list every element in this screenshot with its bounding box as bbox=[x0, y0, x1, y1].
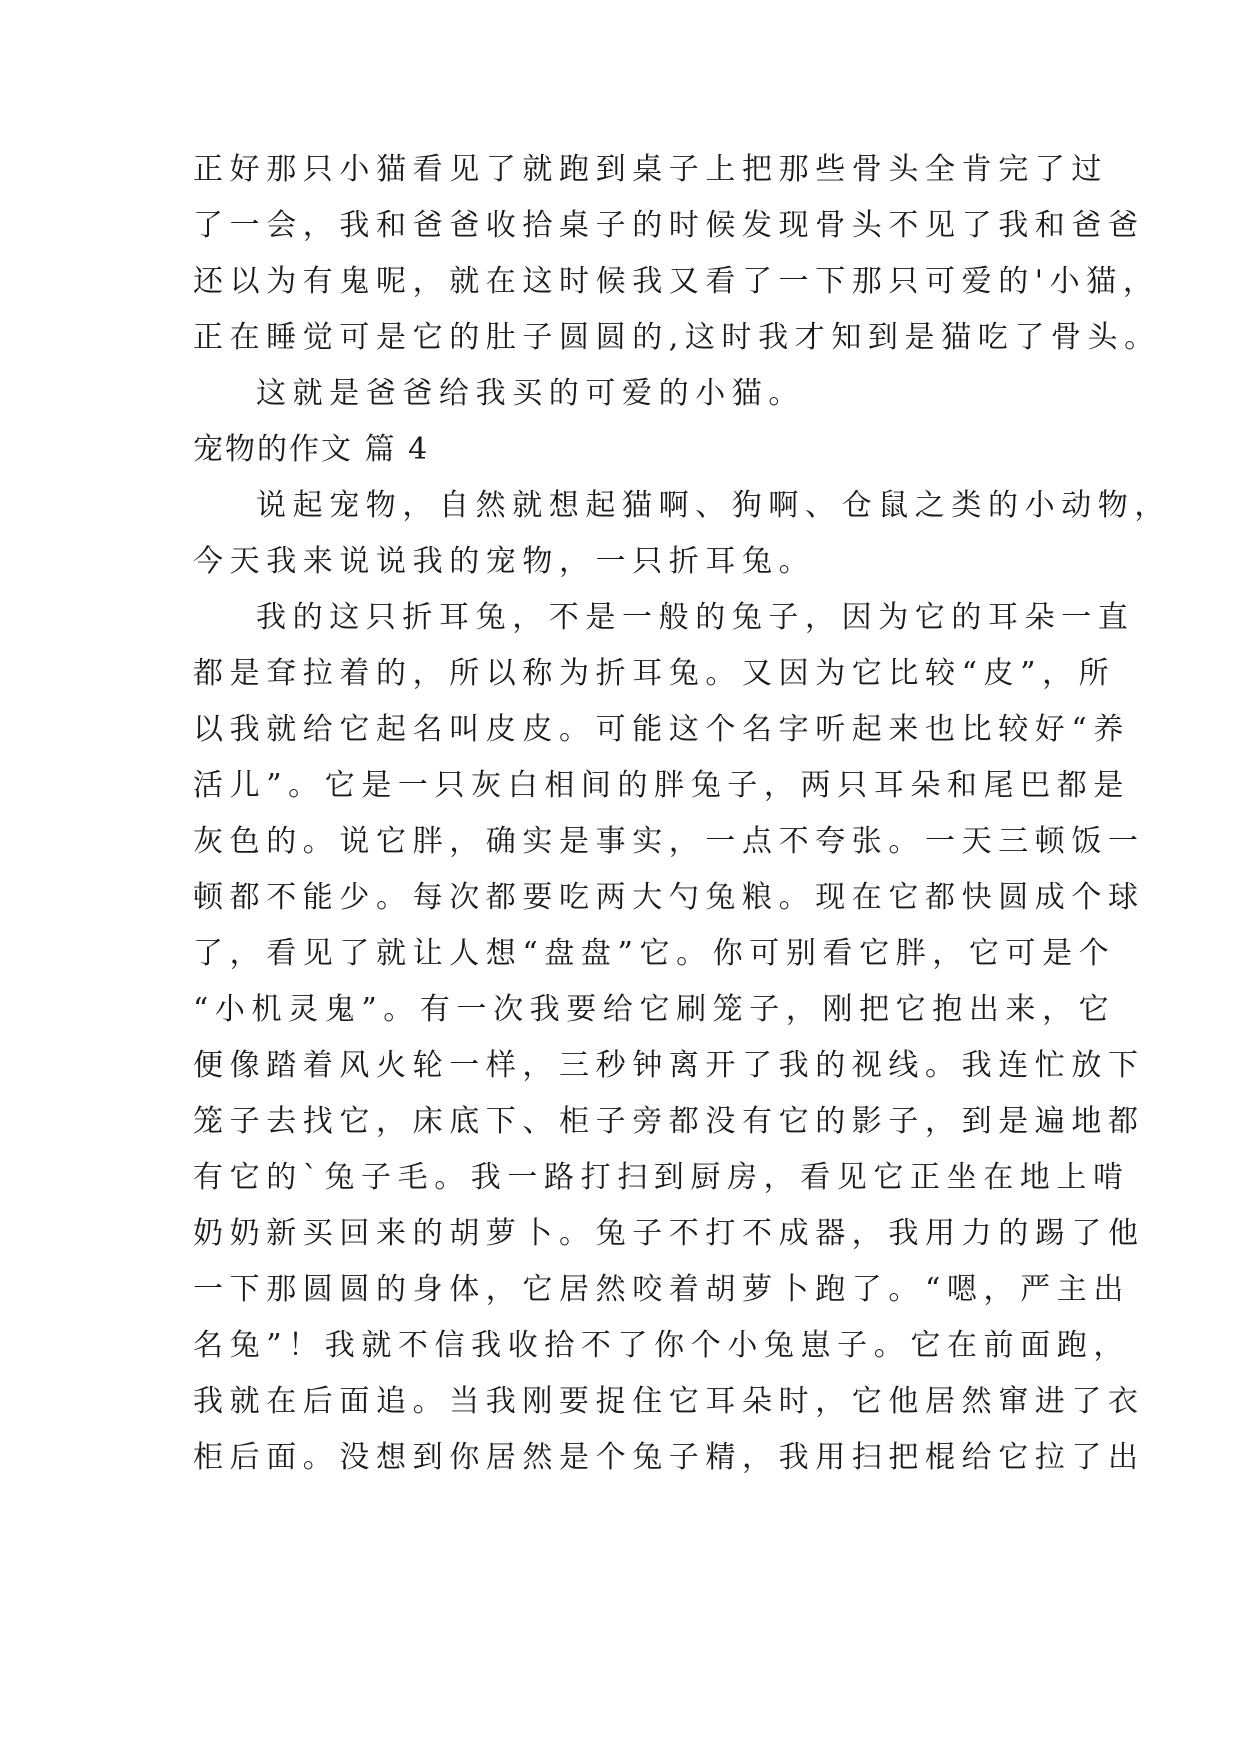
text-line-3: 还以为有鬼呢，就在这时候我又看了一下那只可爱的'小猫， bbox=[193, 264, 1160, 299]
text-line-13: 灰色的。说它胖，确实是事实，一点不夸张。一天三顿饭一 bbox=[193, 824, 1145, 859]
text-line-20: 奶奶新买回来的胡萝卜。兔子不打不成器，我用力的踢了他 bbox=[193, 1216, 1145, 1251]
text-line-14: 顿都不能少。每次都要吃两大勺兔粮。现在它都快圆成个球 bbox=[193, 880, 1145, 915]
text-line-10: 都是耷拉着的，所以称为折耳兔。又因为它比较“皮”，所 bbox=[193, 656, 1116, 691]
text-line-7: 说起宠物，自然就想起猫啊、狗啊、仓鼠之类的小动物， bbox=[256, 488, 1171, 523]
text-line-23: 我就在后面追。当我刚要捉住它耳朵时，它他居然窜进了衣 bbox=[193, 1384, 1145, 1419]
text-line-16: “小机灵鬼”。有一次我要给它刷笼子，刚把它抱出来，它 bbox=[193, 992, 1116, 1027]
text-line-19: 有它的`兔子毛。我一路打扫到厨房，看见它正坐在地上啃 bbox=[193, 1160, 1130, 1195]
text-line-12: 活儿”。它是一只灰白相间的胖兔子，两只耳朵和尾巴都是 bbox=[193, 768, 1130, 803]
text-line-21: 一下那圆圆的身体，它居然咬着胡萝卜跑了。“嗯，严主出 bbox=[193, 1272, 1130, 1307]
text-line-24: 柜后面。没想到你居然是个兔子精，我用扫把棍给它拉了出 bbox=[193, 1440, 1145, 1475]
text-line-18: 笼子去找它，床底下、柜子旁都没有它的影子，到是遍地都 bbox=[193, 1104, 1145, 1139]
text-line-11: 以我就给它起名叫皮皮。可能这个名字听起来也比较好“养 bbox=[193, 712, 1130, 747]
text-line-9: 我的这只折耳兔，不是一般的兔子，因为它的耳朵一直 bbox=[256, 600, 1135, 635]
text-line-4: 正在睡觉可是它的肚子圆圆的,这时我才知到是猫吃了骨头。 bbox=[193, 320, 1161, 355]
paragraph-closing-line: 这就是爸爸给我买的可爱的小猫。 bbox=[256, 376, 805, 411]
text-line-15: 了，看见了就让人想“盘盘”它。你可别看它胖，它可是个 bbox=[193, 936, 1116, 971]
text-line-2: 了一会，我和爸爸收拾桌子的时候发现骨头不见了我和爸爸 bbox=[193, 208, 1145, 243]
text-line-17: 便像踏着风火轮一样，三秒钟离开了我的视线。我连忙放下 bbox=[193, 1048, 1145, 1083]
text-line-1: 正好那只小猫看见了就跑到桌子上把那些骨头全肯完了过 bbox=[193, 152, 1108, 187]
section-heading: 宠物的作文 篇 4 bbox=[193, 432, 430, 467]
text-line-8: 今天我来说说我的宠物，一只折耳兔。 bbox=[193, 544, 816, 579]
text-line-22: 名兔”！我就不信我收拾不了你个小兔崽子。它在前面跑， bbox=[193, 1328, 1130, 1363]
